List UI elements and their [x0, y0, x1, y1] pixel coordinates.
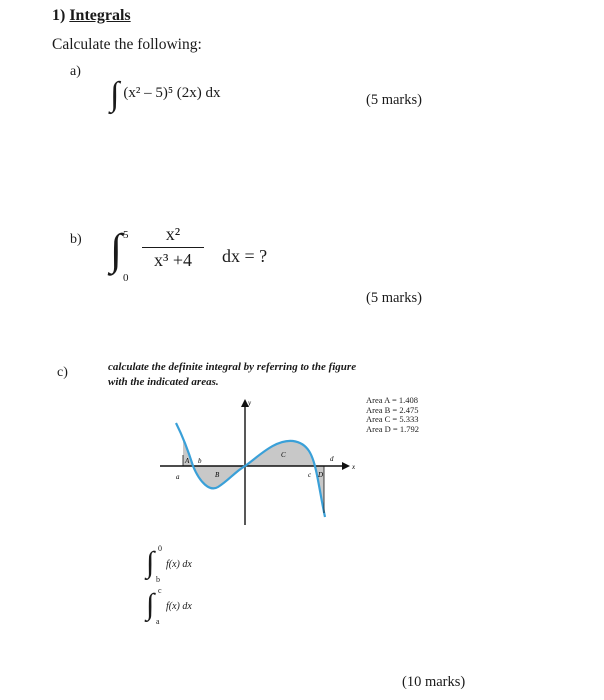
- instruction-text: Calculate the following:: [52, 36, 202, 53]
- label-a: a: [176, 473, 180, 481]
- question-b-marks: (5 marks): [366, 290, 422, 306]
- label-d: d: [330, 455, 334, 463]
- x-axis-arrow-icon: [342, 462, 350, 470]
- integral-sign: ∫: [110, 225, 123, 274]
- area-d: Area D = 1.792: [366, 423, 419, 434]
- integral-1: [146, 544, 192, 584]
- section-title: Integrals: [69, 7, 131, 24]
- label-area-a: A: [185, 457, 190, 465]
- label-area-d: D: [318, 471, 324, 479]
- area-c: Area C = 5.333: [366, 414, 419, 424]
- integral-sign: ∫: [146, 588, 155, 621]
- question-a-label: a): [70, 64, 81, 79]
- integral-2-body: f(x) dx: [166, 601, 192, 612]
- question-b-fraction: [142, 224, 204, 271]
- integral-2-upper: c: [158, 586, 162, 595]
- label-x: x: [352, 463, 356, 471]
- question-b-upper-limit: 5: [123, 229, 129, 241]
- integral-1-body: f(x) dx: [166, 559, 192, 570]
- question-b-lower-limit: 0: [123, 272, 129, 284]
- question-b-tail: dx = ?: [222, 246, 268, 266]
- integral-1-upper: 0: [158, 544, 162, 553]
- area-list: [366, 396, 419, 434]
- question-c-caption: calculate the definite integral by referring to the figure with the indicated areas.: [108, 361, 357, 388]
- section-number: 1): [52, 7, 66, 24]
- label-area-c: C: [281, 451, 286, 459]
- question-b-numerator: x²: [165, 224, 181, 244]
- question-b-label: b): [70, 232, 82, 247]
- question-c-marks: (10 marks): [402, 674, 466, 690]
- integral-sign: ∫: [110, 76, 120, 113]
- area-b: Area B = 2.475: [366, 404, 419, 415]
- integral-2: [146, 586, 192, 626]
- integral-2-lower: a: [156, 617, 160, 626]
- question-a-marks: (5 marks): [366, 92, 422, 108]
- integral-1-lower: b: [156, 575, 160, 584]
- label-b: b: [198, 457, 202, 465]
- section-heading: [52, 7, 131, 25]
- question-c-label: c): [57, 365, 68, 380]
- question-b-expression: [110, 225, 129, 284]
- question-a-integrand: (x² – 5)⁵ (2x) dx: [123, 85, 221, 101]
- label-c: c: [308, 471, 312, 479]
- integral-sign: ∫: [146, 546, 155, 579]
- label-area-b: B: [215, 471, 220, 479]
- question-b-denominator: x³ +4: [153, 250, 193, 270]
- label-y: y: [248, 399, 252, 407]
- question-a-expression: [110, 78, 221, 112]
- area-a: Area A = 1.408: [366, 395, 419, 405]
- area-figure: [150, 395, 360, 530]
